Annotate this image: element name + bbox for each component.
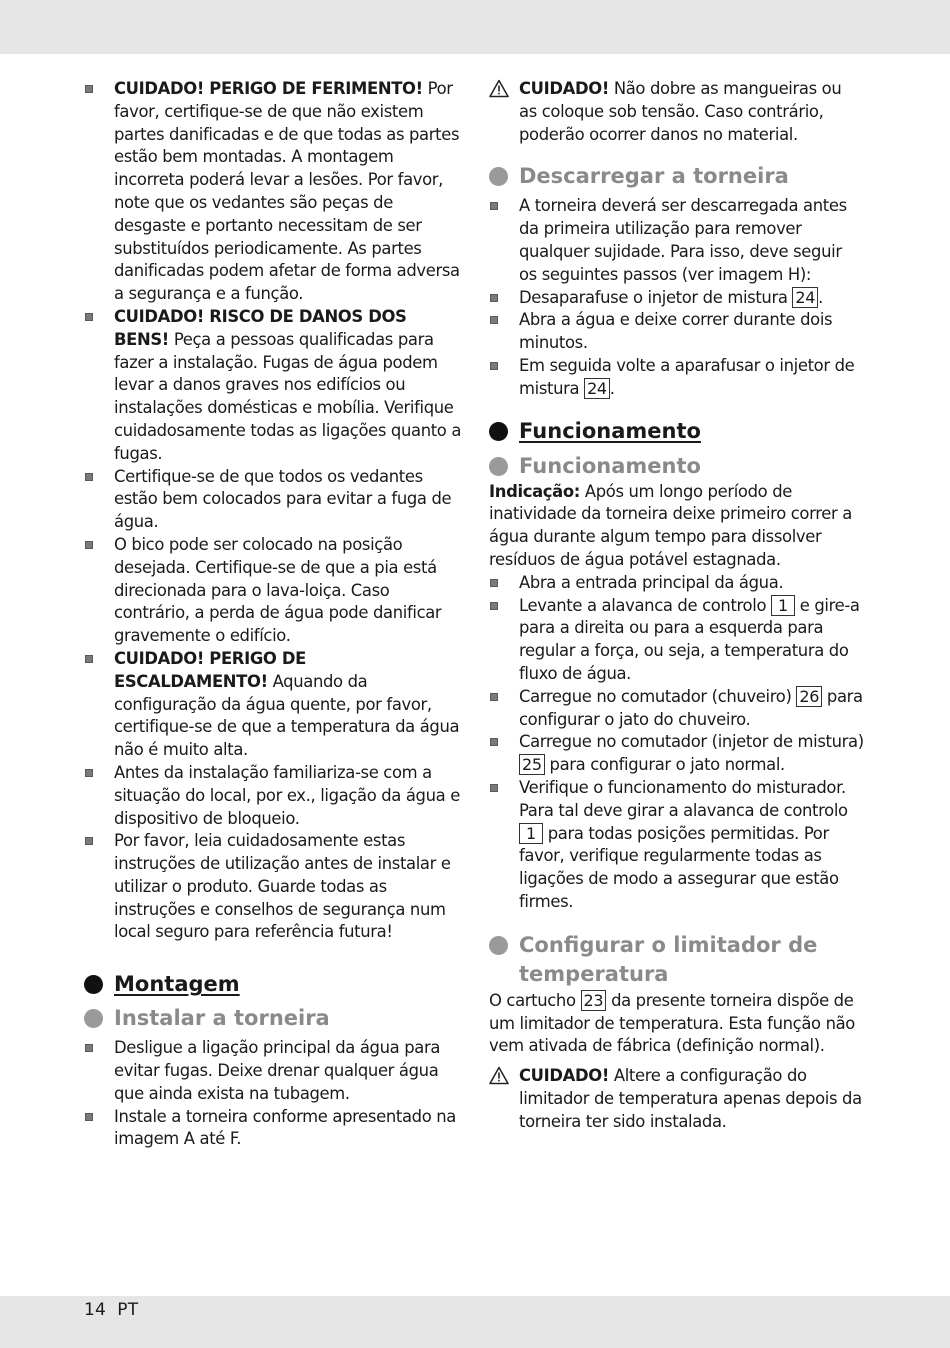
subsection-heading-funcionamento — [489, 452, 864, 481]
item-text: Carregue no comutador (injetor de mistura) — [519, 732, 864, 752]
item-text: para todas posições permitidas. Por favor, verifique regularmente todas as ligações de modo a assegurar que estão firmes. — [519, 823, 839, 911]
item-text: A torneira deverá ser descarregada antes da primeira utilização para remover qualquer sujidade. Para isso, deve seguir os seguintes passos (ver imagem H): — [519, 196, 847, 284]
item-text: Carregue no comutador (chuveiro) — [519, 686, 792, 706]
square-bullet-icon — [490, 784, 498, 792]
item-lead: CUIDADO! RISCO DE DANOS DOS BENS! — [114, 306, 407, 349]
heading-text: Montagem — [114, 972, 240, 997]
square-bullet-icon — [490, 738, 498, 746]
item-text: Abra a entrada principal da água. — [519, 572, 784, 592]
warning-lead: CUIDADO! — [519, 79, 609, 98]
square-bullet-icon — [85, 85, 93, 93]
section-heading-montagem — [84, 970, 464, 998]
square-bullet-icon — [85, 1113, 93, 1121]
right-column — [489, 78, 864, 1133]
item-text: Instale a torneira conforme apresentado na imagem A até F. — [114, 1106, 456, 1149]
item-text: Aquando da configuração da água quente, por favor, certifique-se de que a temperatura da água não é muito alta. — [114, 671, 460, 760]
limiter-paragraph — [489, 990, 864, 1058]
square-bullet-icon — [490, 579, 498, 587]
subsection-heading-limitador — [489, 931, 864, 989]
operation-step — [489, 686, 864, 732]
warning-note — [489, 1065, 864, 1133]
warning-triangle-icon — [489, 79, 509, 98]
left-column — [84, 78, 464, 1151]
filled-circle-icon — [84, 975, 103, 994]
install-step — [84, 1106, 464, 1152]
item-text: Desaparafuse o injetor de mistura — [519, 287, 788, 307]
safety-item — [84, 648, 464, 762]
indication-note — [489, 481, 864, 572]
subsection-heading-instalar — [84, 1004, 464, 1033]
warning-note — [489, 78, 864, 146]
square-bullet-icon — [85, 769, 93, 777]
install-step — [84, 1037, 464, 1105]
square-bullet-icon — [85, 837, 93, 845]
square-bullet-icon — [490, 316, 498, 324]
heading-text: Configurar o limitador de temperatura — [519, 932, 818, 986]
part-reference: 25 — [519, 754, 545, 775]
indication-lead: Indicação: — [489, 481, 580, 501]
item-text: Abra a água e deixe correr durante dois minutos. — [519, 310, 833, 353]
safety-item — [84, 466, 464, 534]
item-text: Verifique o funcionamento do misturador. Para tal deve girar a alavanca de controlo — [519, 777, 848, 820]
safety-item — [84, 534, 464, 648]
square-bullet-icon — [85, 655, 93, 663]
section-heading-funcionamento — [489, 417, 864, 445]
item-text: e gire-a para a direita ou para a esquerda para regular a força, ou seja, a temperatura do fluxo de água. — [519, 595, 860, 683]
square-bullet-icon — [85, 473, 93, 481]
grey-circle-icon — [489, 457, 508, 476]
subsection-heading-descarregar — [489, 162, 864, 191]
item-text: Levante a alavanca de controlo — [519, 595, 767, 615]
item-text: O bico pode ser colocado na posição desejada. Certifique-se de que a pia está direcionada para o lava-loiça. Caso contrário, a perda de água pode danificar gravemente o edifício. — [114, 534, 442, 646]
heading-text: Funcionamento — [519, 418, 701, 443]
item-lead: CUIDADO! PERIGO DE FERIMENTO! — [114, 79, 423, 98]
paragraph-text: O cartucho — [489, 990, 576, 1010]
grey-circle-icon — [489, 936, 508, 955]
safety-item — [84, 762, 464, 830]
item-text: Antes da instalação familiariza-se com a situação do local, por ex., ligação da água e dispositivo de bloqueio. — [114, 762, 460, 828]
part-reference: 24 — [792, 287, 818, 308]
part-reference: 23 — [581, 990, 607, 1011]
warning-triangle-icon — [489, 1066, 509, 1085]
filled-circle-icon — [489, 422, 508, 441]
warning-text: Não dobre as mangueiras ou as coloque sob tensão. Caso contrário, poderão ocorrer danos no material. — [519, 79, 842, 144]
heading-text: Instalar a torneira — [114, 1006, 330, 1031]
square-bullet-icon — [85, 1044, 93, 1052]
square-bullet-icon — [490, 294, 498, 302]
item-text: Certifique-se de que todos os vedantes estão bem colocados para evitar a fuga de água. — [114, 466, 452, 532]
flush-step — [489, 287, 864, 310]
operation-step — [489, 572, 864, 595]
item-text: Peça a pessoas qualificadas para fazer a instalação. Fugas de água podem levar a danos graves nos edifícios ou instalações domésticas e mobília. Verifique cuidadosamente todas as ligações quanto a fugas. — [114, 329, 462, 463]
heading-text: Funcionamento — [519, 453, 701, 478]
item-lead: CUIDADO! PERIGO DE ESCALDAMENTO! — [114, 648, 306, 691]
operation-step — [489, 731, 864, 777]
operation-step — [489, 595, 864, 686]
grey-circle-icon — [84, 1009, 103, 1028]
paragraph-text: da presente torneira dispõe de um limitador de temperatura. Esta função não vem ativada de fábrica (definição normal). — [489, 990, 855, 1056]
item-text: Em seguida volte a aparafusar o injetor de mistura — [519, 355, 855, 398]
item-text: Por favor, leia cuidadosamente estas instruções de utilização antes de instalar e utilizar o produto. Guarde todas as instruções e conselhos de segurança num local seguro para referência futura! — [114, 831, 451, 942]
flush-step — [489, 309, 864, 355]
top-band — [0, 0, 950, 54]
safety-item — [84, 78, 464, 306]
item-text: . — [609, 378, 615, 398]
item-text: Por favor, certifique-se de que não existem partes danificadas e de que todas as partes estão bem montadas. A montagem incorreta poderá levar a lesões. Por favor, note que os vedantes são peças de desgaste e portanto necessitam de ser substituídos periodicamente. As partes danificadas podem afetar de forma adversa a segurança e a função. — [114, 79, 460, 304]
square-bullet-icon — [490, 602, 498, 610]
page-footer — [84, 1300, 138, 1320]
part-reference: 24 — [584, 378, 610, 399]
indication-text: Após um longo período de inatividade da torneira deixe primeiro correr a água durante algum tempo para dissolver resíduos de água potável estagnada. — [489, 481, 852, 569]
safety-item — [84, 830, 464, 944]
page-number: 14 — [84, 1300, 107, 1320]
flush-step — [489, 355, 864, 401]
part-reference: 26 — [796, 686, 822, 707]
square-bullet-icon — [490, 202, 498, 210]
grey-circle-icon — [489, 167, 508, 186]
square-bullet-icon — [85, 313, 93, 321]
part-reference: 1 — [771, 595, 795, 616]
item-text: para configurar o jato do chuveiro. — [519, 686, 863, 729]
part-reference: 1 — [519, 823, 543, 844]
bottom-band — [0, 1296, 950, 1348]
square-bullet-icon — [490, 362, 498, 370]
warning-lead: CUIDADO! — [519, 1066, 609, 1086]
language-code: PT — [117, 1300, 139, 1320]
heading-text: Descarregar a torneira — [519, 164, 789, 189]
safety-item — [84, 306, 464, 466]
flush-step — [489, 195, 864, 286]
operation-step — [489, 777, 864, 914]
square-bullet-icon — [85, 541, 93, 549]
item-text: para configurar o jato normal. — [549, 755, 785, 775]
item-text: . — [818, 287, 823, 307]
square-bullet-icon — [490, 693, 498, 701]
warning-text: Altere a configuração do limitador de temperatura apenas depois da torneira ter sido instalada. — [519, 1066, 862, 1131]
item-text: Desligue a ligação principal da água para evitar fugas. Deixe drenar qualquer água que ainda exista na tubagem. — [114, 1038, 441, 1103]
